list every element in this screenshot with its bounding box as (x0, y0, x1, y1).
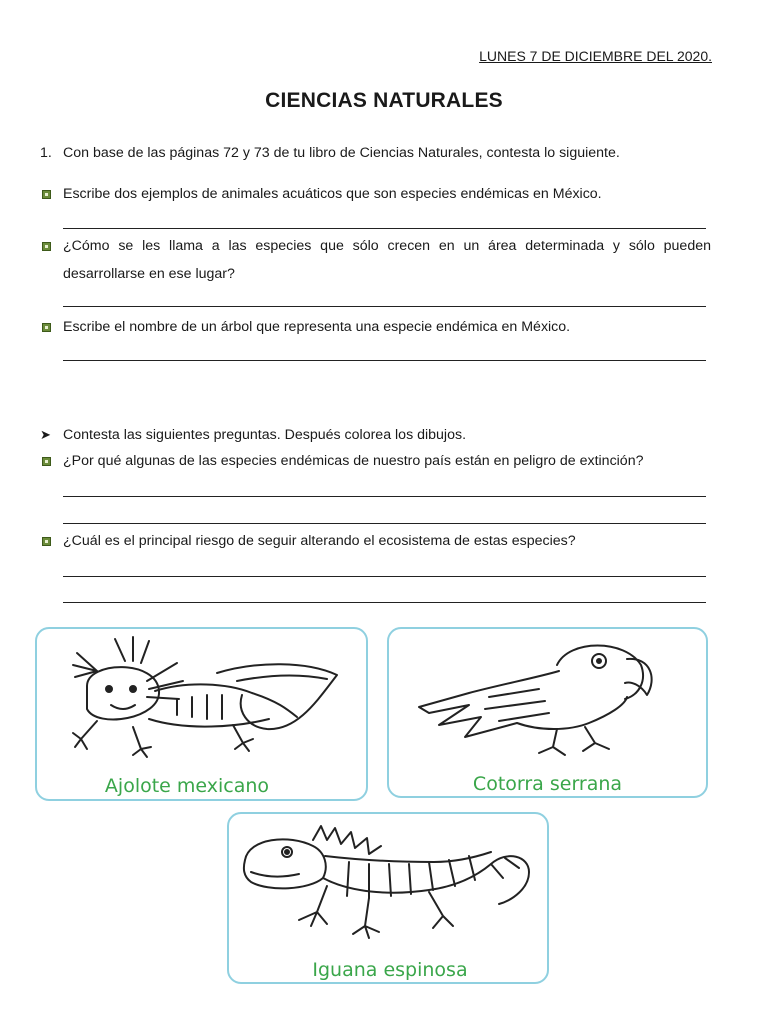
square-bullet-icon (42, 242, 51, 251)
axolotl-drawing-icon (37, 631, 366, 761)
answer-line[interactable] (63, 306, 706, 307)
answer-line[interactable] (63, 576, 706, 577)
question-2a-text: ¿Por qué algunas de las especies endémicas de nuestro país están en peligro de extinción? (63, 453, 644, 469)
section-2-intro: Contesta las siguientes preguntas. Después colorea los dibujos. (63, 427, 467, 443)
square-bullet-icon (42, 190, 51, 199)
iguana-drawing-icon (229, 816, 547, 946)
caption-ajolote: Ajolote mexicano (104, 775, 270, 797)
picture-card-iguana (227, 812, 549, 984)
caption-iguana: Iguana espinosa (312, 959, 468, 981)
question-1b-text-line1: ¿Cómo se les llama a las especies que sólo crecen en un área determinada y sólo pueden (63, 238, 711, 254)
question-number: 1. (40, 145, 52, 161)
answer-line[interactable] (63, 360, 706, 361)
answer-line[interactable] (63, 602, 706, 603)
caption-cotorra: Cotorra serrana (472, 773, 623, 795)
question-1c-text: Escribe el nombre de un árbol que representa una especie endémica en México. (63, 319, 571, 335)
question-1b-text-line2: desarrollarse en ese lugar? (63, 266, 235, 282)
parrot-drawing-icon (389, 631, 706, 761)
question-1a-text: Escribe dos ejemplos de animales acuáticos que son especies endémicas en México. (63, 186, 602, 202)
square-bullet-icon (42, 457, 51, 466)
square-bullet-icon (42, 537, 51, 546)
question-1-text: Con base de las páginas 72 y 73 de tu libro de Ciencias Naturales, contesta lo siguiente. (63, 145, 620, 161)
picture-card-ajolote (35, 627, 368, 801)
date-header: LUNES 7 DE DICIEMBRE DEL 2020. (479, 48, 712, 64)
answer-line[interactable] (63, 523, 706, 524)
question-2b-text: ¿Cuál es el principal riesgo de seguir alterando el ecosistema de estas especies? (63, 533, 576, 549)
square-bullet-icon (42, 323, 51, 332)
answer-line[interactable] (63, 496, 706, 497)
answer-line[interactable] (63, 228, 706, 229)
arrow-bullet-icon: ➤ (40, 427, 51, 442)
page-title: CIENCIAS NATURALES (265, 89, 503, 112)
picture-card-cotorra (387, 627, 708, 798)
